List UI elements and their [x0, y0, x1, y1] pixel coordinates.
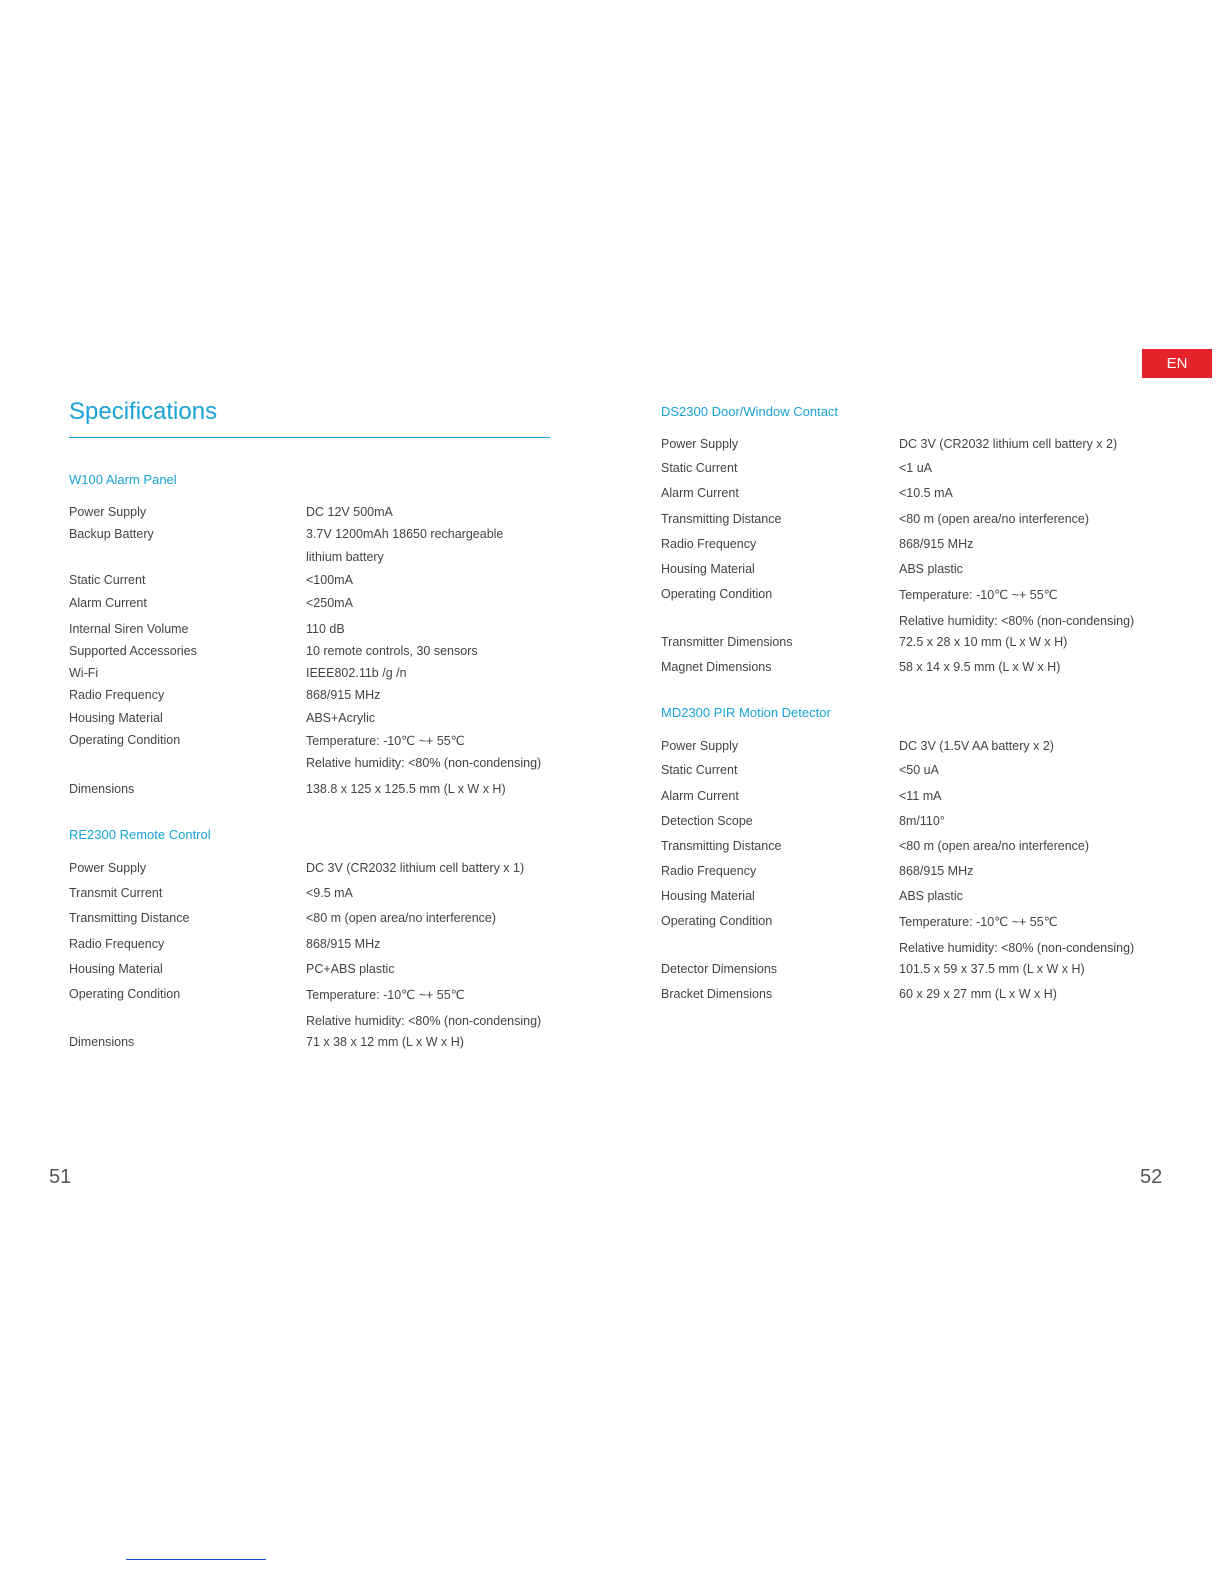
md2300-spec-label: Detector Dimensions — [661, 962, 778, 976]
w100-spec-value: 110 dB — [306, 622, 345, 636]
w100-spec-value: 138.8 x 125 x 125.5 mm (L x W x H) — [306, 782, 506, 796]
w100-spec-label: Operating Condition — [69, 733, 181, 747]
re2300-spec-value: 71 x 38 x 12 mm (L x W x H) — [306, 1035, 464, 1049]
page-title: Specifications — [69, 398, 218, 425]
page-number-left: 51 — [49, 1166, 72, 1188]
md2300-heading: MD2300 PIR Motion Detector — [661, 705, 831, 720]
w100-spec-label: Backup Battery — [69, 527, 154, 541]
md2300-spec-value: DC 3V (1.5V AA battery x 2) — [899, 739, 1054, 753]
re2300-spec-value: 868/915 MHz — [306, 937, 381, 951]
re2300-spec-value: DC 3V (CR2032 lithium cell battery x 1) — [306, 861, 525, 875]
re2300-spec-value: PC+ABS plastic — [306, 962, 395, 976]
md2300-spec-value: <80 m (open area/no interference) — [899, 839, 1090, 853]
ds2300-spec-label: Static Current — [661, 461, 738, 475]
md2300-spec-value: ABS plastic — [899, 889, 963, 903]
ds2300-spec-value: 72.5 x 28 x 10 mm (L x W x H) — [899, 635, 1068, 649]
re2300-spec-label: Operating Condition — [69, 987, 181, 1001]
w100-spec-value: ABS+Acrylic — [306, 711, 376, 725]
re2300-spec-label: Radio Frequency — [69, 937, 165, 951]
w100-spec-value: 10 remote controls, 30 sensors — [306, 644, 478, 658]
ds2300-spec-value: <80 m (open area/no interference) — [899, 512, 1090, 526]
re2300-spec-value: Temperature: -10℃ ~+ 55℃ — [306, 988, 465, 1002]
re2300-spec-value: <9.5 mA — [306, 886, 353, 900]
w100-heading: W100 Alarm Panel — [69, 472, 177, 487]
w100-spec-value: IEEE802.11b /g /n — [306, 666, 407, 680]
md2300-spec-label: Radio Frequency — [661, 864, 757, 878]
ds2300-spec-label: Magnet Dimensions — [661, 660, 772, 674]
ds2300-spec-value: 868/915 MHz — [899, 537, 974, 551]
md2300-spec-label: Static Current — [661, 763, 738, 777]
md2300-spec-value: <50 uA — [899, 763, 939, 777]
re2300-spec-label: Transmit Current — [69, 886, 163, 900]
md2300-spec-value: 868/915 MHz — [899, 864, 974, 878]
ds2300-spec-label: Transmitter Dimensions — [661, 635, 793, 649]
w100-spec-label: Alarm Current — [69, 596, 147, 610]
re2300-spec-label: Transmitting Distance — [69, 911, 190, 925]
w100-spec-label: Static Current — [69, 573, 146, 587]
ds2300-spec-value: <1 uA — [899, 461, 933, 475]
re2300-spec-label: Housing Material — [69, 962, 163, 976]
md2300-spec-value: <11 mA — [899, 789, 942, 803]
w100-spec-value: 3.7V 1200mAh 18650 rechargeable — [306, 527, 504, 541]
ds2300-spec-label: Operating Condition — [661, 587, 773, 601]
md2300-spec-label: Transmitting Distance — [661, 839, 782, 853]
md2300-spec-value-line2: Relative humidity: <80% (non-condensing) — [899, 941, 1135, 955]
ds2300-spec-label: Radio Frequency — [661, 537, 757, 551]
ds2300-spec-value-line2: Relative humidity: <80% (non-condensing) — [899, 614, 1135, 628]
w100-spec-value: <100mA — [306, 573, 353, 587]
md2300-spec-label: Bracket Dimensions — [661, 987, 773, 1001]
ds2300-spec-label: Alarm Current — [661, 486, 739, 500]
ds2300-spec-value: <10.5 mA — [899, 486, 953, 500]
md2300-spec-label: Power Supply — [661, 739, 739, 753]
md2300-spec-label: Alarm Current — [661, 789, 739, 803]
w100-spec-value: Temperature: -10℃ ~+ 55℃ — [306, 734, 465, 748]
w100-spec-label: Radio Frequency — [69, 688, 165, 702]
ds2300-spec-label: Housing Material — [661, 562, 755, 576]
ds2300-spec-label: Power Supply — [661, 437, 739, 451]
md2300-spec-value: 101.5 x 59 x 37.5 mm (L x W x H) — [899, 962, 1085, 976]
w100-spec-value: DC 12V 500mA — [306, 505, 393, 519]
w100-spec-value-line2: lithium battery — [306, 550, 384, 564]
md2300-spec-value: Temperature: -10℃ ~+ 55℃ — [899, 915, 1058, 929]
re2300-heading: RE2300 Remote Control — [69, 827, 211, 842]
md2300-spec-label: Housing Material — [661, 889, 755, 903]
re2300-spec-label: Dimensions — [69, 1035, 135, 1049]
w100-spec-label: Supported Accessories — [69, 644, 197, 658]
re2300-spec-value: <80 m (open area/no interference) — [306, 911, 497, 925]
md2300-spec-label: Detection Scope — [661, 814, 753, 828]
w100-spec-label: Wi-Fi — [69, 666, 99, 680]
re2300-spec-label: Power Supply — [69, 861, 147, 875]
ds2300-heading: DS2300 Door/Window Contact — [661, 404, 839, 419]
ds2300-spec-value: ABS plastic — [899, 562, 963, 576]
w100-spec-value-line2: Relative humidity: <80% (non-condensing) — [306, 756, 542, 770]
w100-spec-label: Power Supply — [69, 505, 147, 519]
w100-spec-value: <250mA — [306, 596, 353, 610]
title-divider — [69, 437, 550, 438]
w100-spec-label: Internal Siren Volume — [69, 622, 189, 636]
w100-spec-label: Dimensions — [69, 782, 135, 796]
md2300-spec-value: 8m/110° — [899, 814, 945, 828]
w100-spec-value: 868/915 MHz — [306, 688, 381, 702]
md2300-spec-label: Operating Condition — [661, 914, 773, 928]
md2300-spec-value: 60 x 29 x 27 mm (L x W x H) — [899, 987, 1057, 1001]
language-tab[interactable]: EN — [1142, 349, 1212, 378]
re2300-spec-value-line2: Relative humidity: <80% (non-condensing) — [306, 1014, 542, 1028]
ds2300-spec-value: Temperature: -10℃ ~+ 55℃ — [899, 588, 1058, 602]
w100-spec-label: Housing Material — [69, 711, 163, 725]
footer-line — [126, 1559, 266, 1560]
ds2300-spec-value: 58 x 14 x 9.5 mm (L x W x H) — [899, 660, 1061, 674]
page-number-right: 52 — [1140, 1166, 1163, 1188]
ds2300-spec-label: Transmitting Distance — [661, 512, 782, 526]
ds2300-spec-value: DC 3V (CR2032 lithium cell battery x 2) — [899, 437, 1118, 451]
